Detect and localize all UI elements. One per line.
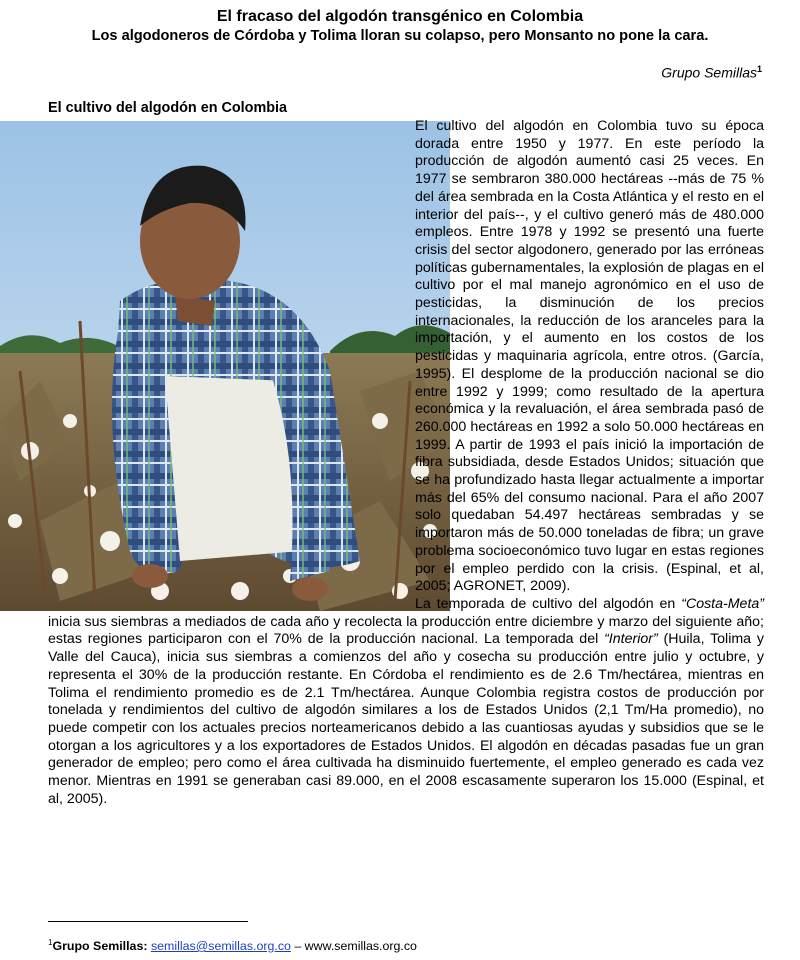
section-heading: El cultivo del algodón en Colombia (48, 100, 288, 116)
author-line (661, 64, 762, 81)
footnote-mark: 1 (48, 938, 53, 947)
photo-wrap-spacer (0, 118, 415, 610)
paragraph-1: El cultivo del algodón en Colombia tuvo su época dorada entre 1950 y 1977. En este período la producción de algodón aumentó casi 25 veces. En 1977 se sembraron 380.000 hectáreas --más de 75 % del área sembrada en la Costa Atlántica y el resto en el interior del país--, y el cultivo generó más de 480.000 empleos. Entre 1978 y 1992 se presentó una fuerte crisis del sector algodonero, generado por las erróneas políticas gubernamentales, la explosión de plagas en el cultivo por el mal manejo agronómico en el uso de pesticidas, la disminución de los precios internacionales, la reducción de los aranceles para la importación, y el aumento en los costos de los pesticidas y maquinaria agrícola, entre otros. (García, 1995). El desplome de la producción nacional se dio entre 1992 y 1999; como resultado de la apertura económica y la revaluación, el área sembrada pasó de 260.000 hectáreas en 1992 a solo 50.000 hectáreas en 1999. A partir de 1993 el país inició la importación de fibra subsidiada, desde Estados Unidos; situación que se ha profundizado hasta llegar actualmente a importar más del 65% del consumo nacional. Para el año 2007 solo quedaban 54.497 hectáreas sembradas y se importaron más de 50.000 toneladas de fibra; un grave problema socioeconómico tuvo lugar en estas regiones por el empleo perdido con la crisis. (Espinal, et al, 2005; AGRONET, 2009). (415, 118, 764, 595)
author-footnote-mark[interactable]: 1 (756, 64, 762, 74)
footnote-divider (48, 921, 248, 922)
term-interior: “Interior” (604, 631, 658, 648)
paragraph-2 (48, 596, 764, 808)
paragraph-2-intro: La temporada de cultivo del algodón en (415, 595, 682, 612)
paragraph-2-end: (Huila, Tolima y Valle del Cauca), inicia sus siembras a comienzos del año y cosecha su producción entre julio y octubre, y representa el 30% de la producción restante. En Córdoba el rendimiento es de 2.6 Tm/hectárea, mientras en Tolima el rendimiento promedio es de 2.1 Tm/hectárea. Aunque Colombia registra costos de producción por tonelada y rendimientos del cultivo de algodón similares a los de Estados Unidos (2,1 Tm/Ha promedio), no puede competir con los actuales precios norteamericanos debido a las cuantiosas ayudas y subsidios que se le otorgan a los agricultores y a los exportadores de Estados Unidos. El algodón en décadas pasadas fue un gran generador de empleo; pero como el área cultivada ha disminuido fuertemente, el empleo generado es cada vez menor. Mientras en 1991 se generaban casi 89.000, en el 2008 escasamente superaron los 15.000 (Espinal, et al, 2005). (48, 631, 764, 807)
paragraph-2-middle: inicia sus siembras a mediados de cada año y recolecta la producción entre diciembre y marzo del siguiente año; estas regiones participaron con el 70% de la producción nacional. La temporada del (48, 613, 764, 648)
footnote-website: – www.semillas.org.co (290, 939, 417, 954)
footnote-email-link[interactable]: semillas@semillas.org.co (150, 939, 291, 954)
article-body (48, 118, 764, 808)
author-name: Grupo Semillas (661, 64, 757, 81)
term-costa-meta: “Costa-Meta” (681, 595, 764, 612)
document-title: El fracaso del algodón transgénico en Colombia (216, 8, 584, 25)
footnote (48, 938, 417, 953)
document-subtitle: Los algodoneros de Córdoba y Tolima lloran su colapso, pero Monsanto no pone la cara. (91, 28, 709, 44)
footnote-label: Grupo Semillas: (52, 939, 148, 954)
